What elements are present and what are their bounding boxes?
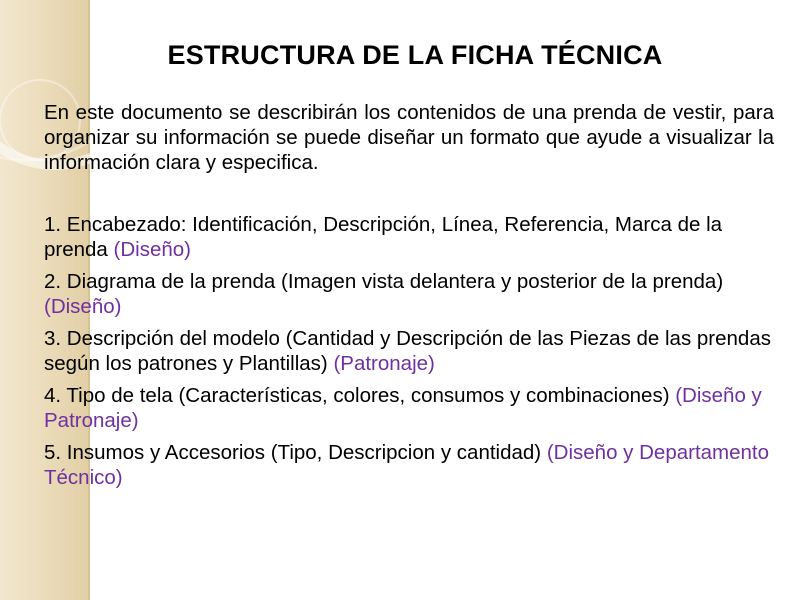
- list-item-tag: (Diseño y Patronaje): [44, 384, 762, 432]
- list-item-text: 4. Tipo de tela (Características, colores, consumos y combinaciones): [44, 384, 676, 407]
- list-item: [44, 269, 774, 319]
- content-list: [44, 212, 774, 497]
- list-item-tag: (Diseño y Departamento Técnico): [44, 441, 770, 489]
- list-item: [44, 440, 774, 490]
- list-item: [44, 212, 774, 262]
- list-item-text: 3. Descripción del modelo (Cantidad y Descripción de las Piezas de las prendas según los patrones y Plantillas): [44, 327, 771, 375]
- list-item-tag: (Diseño): [113, 238, 191, 261]
- list-item-text: 1. Encabezado: Identificación, Descripción, Línea, Referencia, Marca de la prenda: [44, 213, 723, 261]
- list-item: [44, 326, 774, 376]
- list-item-text: 5. Insumos y Accesorios (Tipo, Descripcion y cantidad): [44, 441, 547, 464]
- slide-title: ESTRUCTURA DE LA FICHA TÉCNICA: [167, 40, 663, 70]
- intro-paragraph: En este documento se describirán los contenidos de una prenda de vestir, para organizar su información se puede diseñar un formato que ayude a visualizar la información clara y especifica.: [44, 101, 774, 174]
- list-item-tag: (Diseño): [44, 295, 122, 318]
- list-item-text: 2. Diagrama de la prenda (Imagen vista delantera y posterior de la prenda): [44, 270, 724, 293]
- list-item: [44, 383, 774, 433]
- list-item-tag: (Patronaje): [333, 352, 435, 375]
